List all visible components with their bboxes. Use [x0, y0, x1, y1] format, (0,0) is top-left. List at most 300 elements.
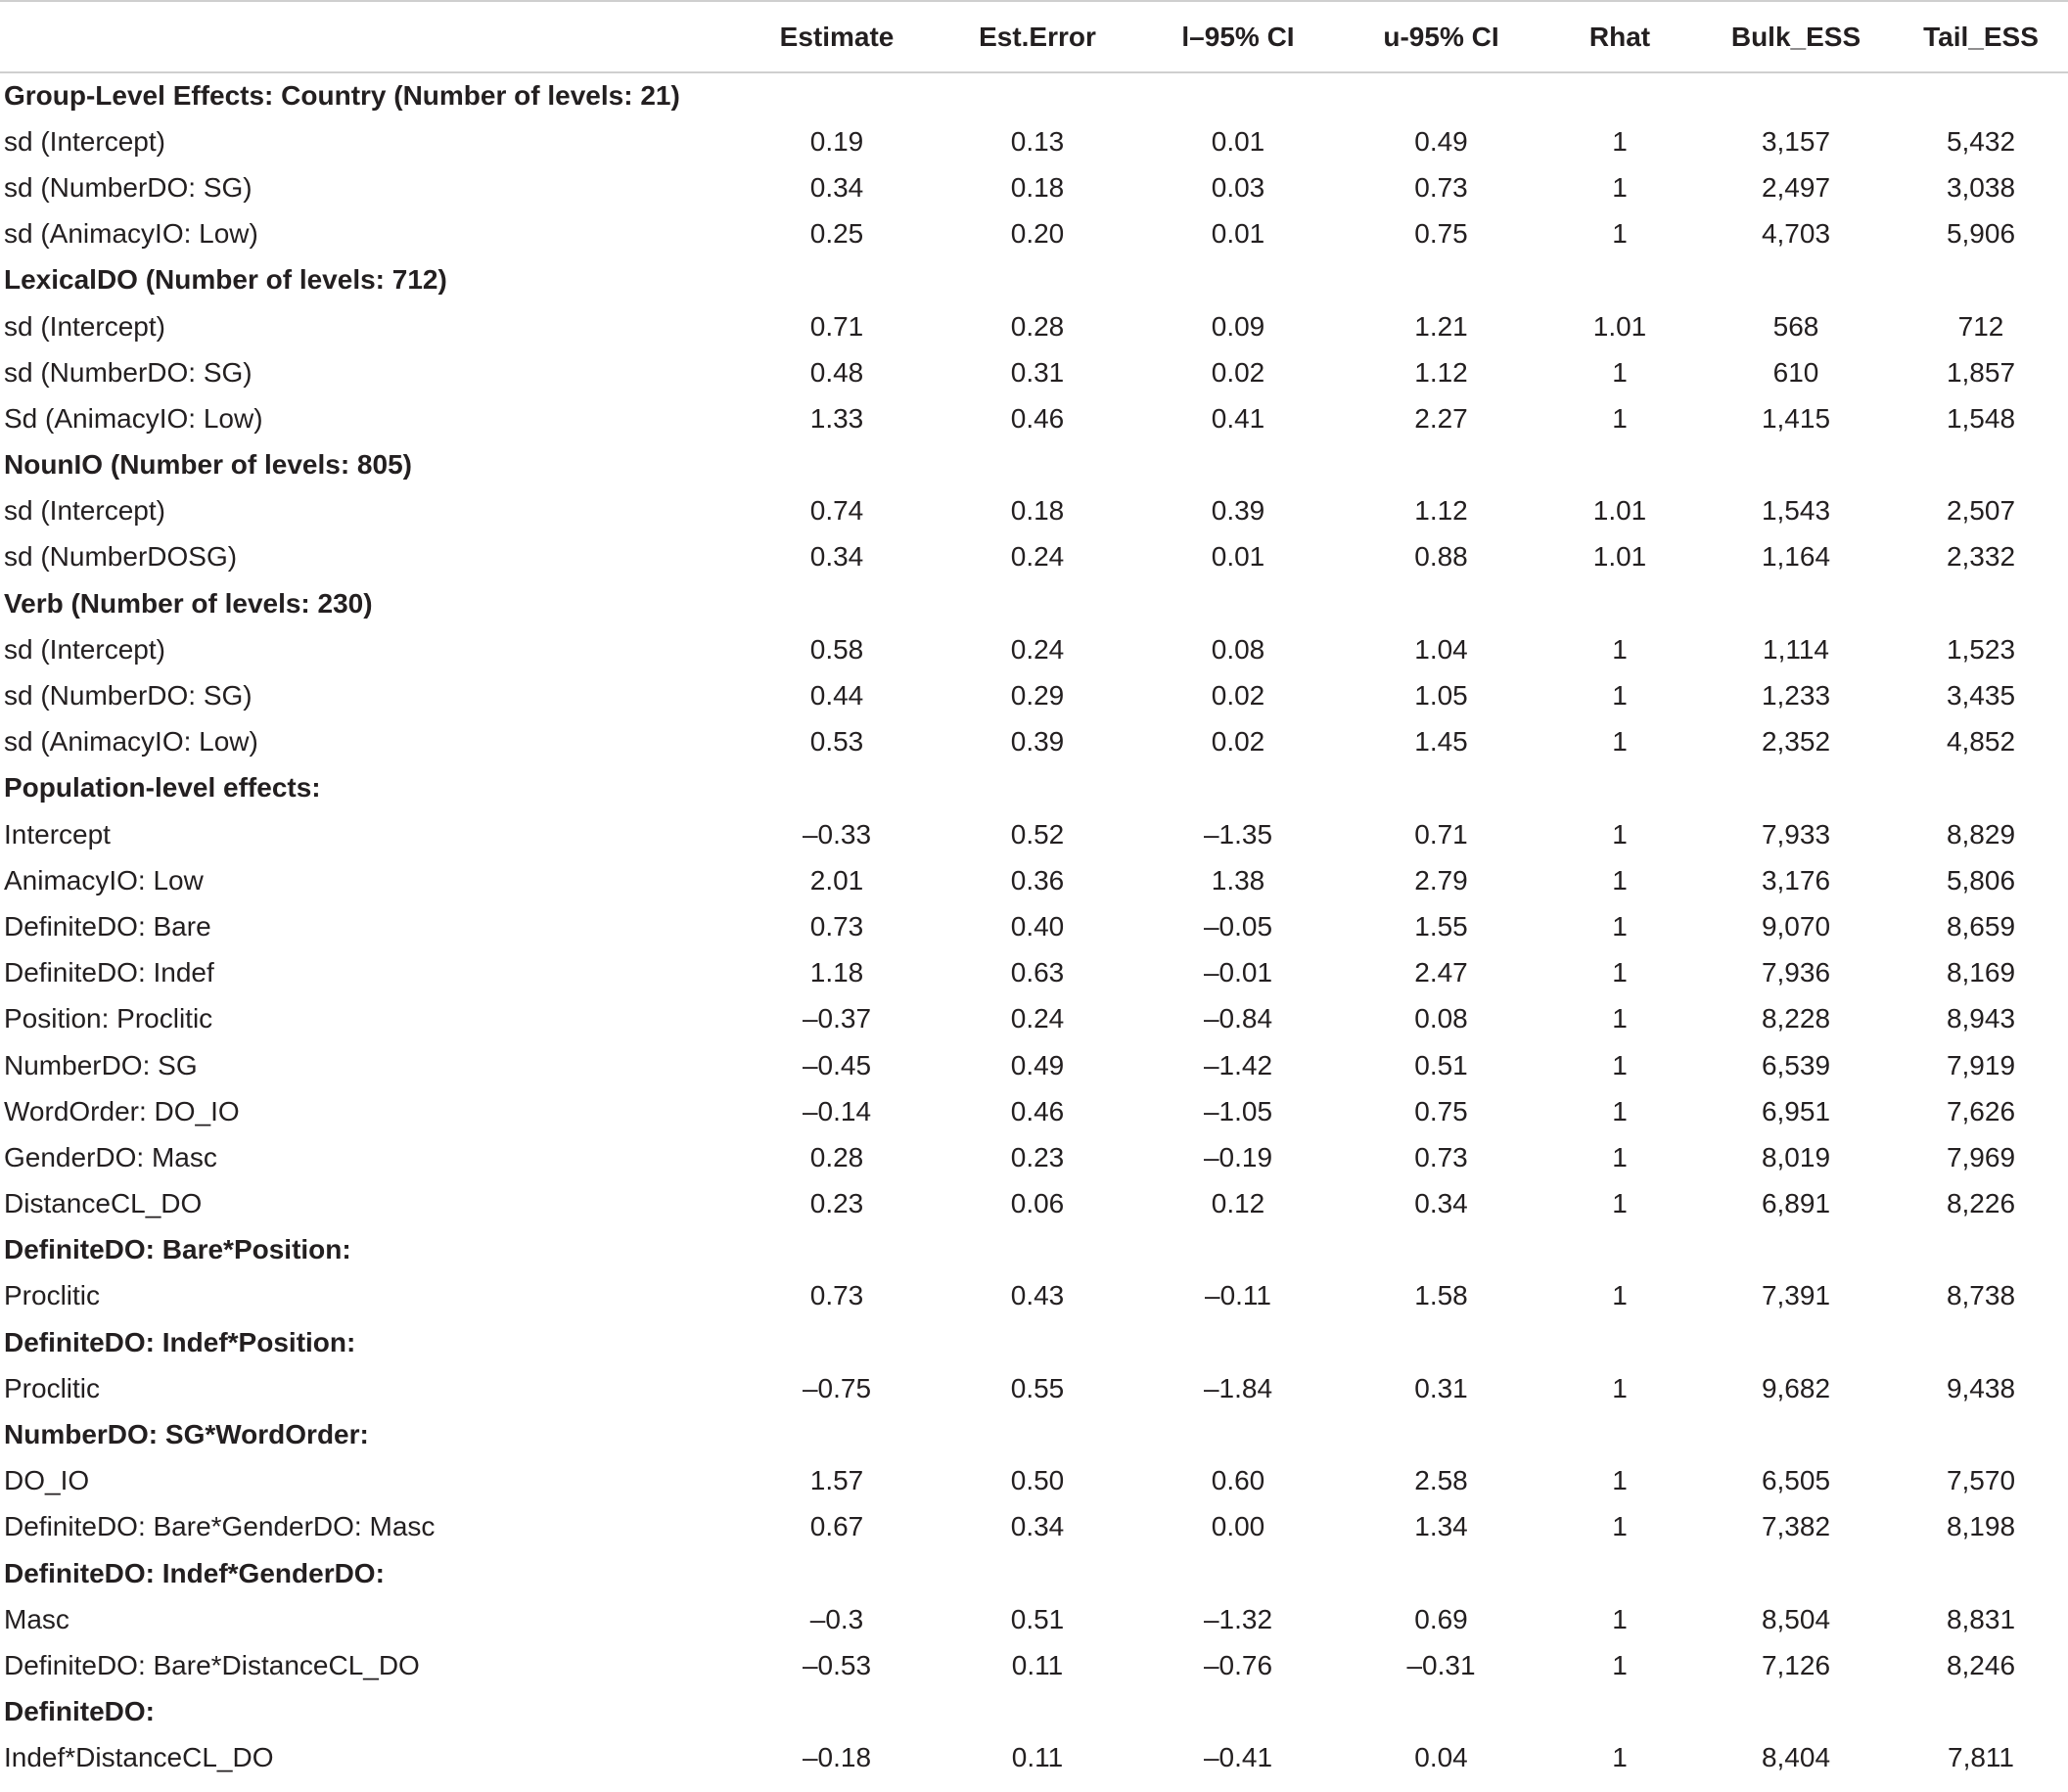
cell-tail-ess: 8,246	[1946, 1649, 2016, 1680]
cell-estimate: 0.73	[809, 910, 864, 942]
section-label: Verb (Number of levels: 230)	[4, 587, 373, 619]
cell-tail-ess: 2,332	[1946, 541, 2016, 573]
section-header-row	[0, 765, 2068, 811]
table-row	[0, 349, 2068, 395]
cell-estimate	[734, 1319, 940, 1365]
cell-tail-ess	[1894, 580, 2068, 626]
cell-tail-ess: 7,626	[1946, 1095, 2016, 1126]
cell-tail-ess	[1894, 1689, 2068, 1735]
cell-bulk-ess: 2,497	[1761, 171, 1831, 203]
table-header	[0, 1, 2068, 72]
cell-l-95-ci: –1.42	[1203, 1049, 1273, 1080]
cell-est-error: 0.52	[1010, 818, 1065, 850]
cell-est-error: 0.36	[1010, 864, 1065, 896]
cell-u-95-ci: 1.04	[1414, 633, 1468, 665]
cell-u-95-ci	[1341, 580, 1541, 626]
cell-est-error: 0.23	[1010, 1141, 1065, 1172]
cell-estimate: 0.67	[809, 1511, 864, 1542]
cell-rhat: 1	[1612, 910, 1628, 942]
cell-est-error: 0.31	[1010, 356, 1065, 388]
section-header-row	[0, 1227, 2068, 1273]
row-label: sd (Intercept)	[4, 125, 165, 157]
cell-tail-ess: 1,523	[1946, 633, 2016, 665]
cell-est-error: 0.11	[1011, 1742, 1064, 1773]
cell-estimate: –0.53	[802, 1649, 872, 1680]
cell-l-95-ci	[1135, 1227, 1341, 1273]
cell-est-error	[940, 765, 1135, 811]
row-label: DefiniteDO: Bare*DistanceCL_DO	[4, 1649, 420, 1680]
cell-tail-ess: 8,659	[1946, 910, 2016, 942]
section-label: LexicalDO (Number of levels: 712)	[4, 264, 447, 296]
cell-estimate: 2.01	[809, 864, 864, 896]
cell-l-95-ci: –1.84	[1203, 1372, 1273, 1403]
table-row	[0, 1134, 2068, 1180]
cell-u-95-ci: 1.34	[1414, 1511, 1468, 1542]
table-row	[0, 1273, 2068, 1319]
cell-estimate	[734, 1550, 940, 1596]
cell-rhat: 1	[1612, 356, 1628, 388]
cell-l-95-ci: 0.00	[1211, 1511, 1265, 1542]
cell-rhat: 1	[1612, 1649, 1628, 1680]
cell-estimate: 0.19	[809, 125, 864, 157]
cell-tail-ess	[1894, 257, 2068, 303]
cell-u-95-ci: –0.31	[1406, 1649, 1476, 1680]
cell-est-error	[940, 580, 1135, 626]
cell-u-95-ci: 0.08	[1414, 1003, 1468, 1034]
cell-est-error: 0.28	[1010, 310, 1065, 342]
cell-bulk-ess: 8,504	[1761, 1603, 1831, 1634]
cell-bulk-ess	[1698, 1319, 1894, 1365]
cell-est-error: 0.13	[1010, 125, 1065, 157]
cell-est-error: 0.06	[1010, 1188, 1065, 1219]
cell-rhat: 1	[1612, 726, 1628, 758]
cell-estimate	[734, 1227, 940, 1273]
section-header-row	[0, 1550, 2068, 1596]
cell-tail-ess	[1894, 1319, 2068, 1365]
cell-tail-ess: 8,738	[1946, 1280, 2016, 1311]
cell-estimate: 0.23	[809, 1188, 864, 1219]
cell-l-95-ci: 0.41	[1211, 402, 1265, 434]
cell-l-95-ci	[1135, 1319, 1341, 1365]
cell-est-error	[940, 1319, 1135, 1365]
cell-l-95-ci	[1135, 1411, 1341, 1457]
cell-estimate: 1.18	[809, 957, 864, 988]
header-cell-bulk-ess: Bulk_ESS	[1698, 1, 1894, 72]
cell-estimate: –0.33	[802, 818, 872, 850]
cell-bulk-ess: 3,176	[1761, 864, 1831, 896]
cell-u-95-ci	[1341, 1689, 1541, 1735]
header-row	[0, 1, 2068, 72]
cell-tail-ess	[1894, 72, 2068, 118]
cell-rhat	[1541, 1227, 1698, 1273]
cell-est-error: 0.51	[1010, 1603, 1065, 1634]
cell-bulk-ess: 3,157	[1761, 125, 1831, 157]
cell-u-95-ci: 2.27	[1414, 402, 1468, 434]
cell-l-95-ci: –1.32	[1203, 1603, 1273, 1634]
cell-u-95-ci	[1341, 1227, 1541, 1273]
cell-bulk-ess: 1,114	[1763, 633, 1829, 665]
cell-l-95-ci: –0.41	[1203, 1742, 1273, 1773]
section-label: DefiniteDO: Bare*Position:	[4, 1234, 351, 1265]
section-label: DefiniteDO: Indef*GenderDO:	[4, 1557, 385, 1588]
section-label: Group-Level Effects: Country (Number of levels: 21)	[4, 80, 680, 112]
table-row	[0, 1042, 2068, 1088]
section-header-row	[0, 1319, 2068, 1365]
cell-l-95-ci: –0.84	[1203, 1003, 1273, 1034]
table-row	[0, 488, 2068, 534]
cell-estimate: 0.74	[809, 495, 864, 527]
cell-u-95-ci: 0.31	[1414, 1372, 1468, 1403]
cell-est-error: 0.24	[1010, 633, 1065, 665]
cell-bulk-ess	[1698, 72, 1894, 118]
cell-u-95-ci: 1.55	[1414, 910, 1468, 942]
cell-bulk-ess	[1698, 765, 1894, 811]
cell-bulk-ess: 6,951	[1761, 1095, 1831, 1126]
cell-est-error	[940, 442, 1135, 488]
row-label: AnimacyIO: Low	[4, 864, 204, 896]
cell-rhat: 1.01	[1592, 495, 1647, 527]
cell-bulk-ess: 7,382	[1761, 1511, 1831, 1542]
table-row	[0, 996, 2068, 1042]
cell-est-error: 0.46	[1010, 1095, 1065, 1126]
row-label: sd (Intercept)	[4, 310, 165, 342]
cell-est-error: 0.40	[1010, 910, 1065, 942]
cell-u-95-ci: 1.12	[1414, 495, 1468, 527]
table-row	[0, 626, 2068, 672]
cell-est-error: 0.11	[1011, 1649, 1064, 1680]
row-label: Proclitic	[4, 1372, 101, 1403]
cell-bulk-ess: 7,936	[1761, 957, 1831, 988]
section-label: Population-level effects:	[4, 772, 321, 804]
cell-l-95-ci: 0.02	[1211, 680, 1265, 712]
cell-u-95-ci: 0.71	[1414, 818, 1468, 850]
cell-bulk-ess: 6,891	[1761, 1188, 1831, 1219]
cell-u-95-ci	[1341, 1550, 1541, 1596]
cell-u-95-ci: 0.88	[1414, 541, 1468, 573]
cell-l-95-ci	[1135, 257, 1341, 303]
cell-tail-ess: 7,969	[1946, 1141, 2016, 1172]
table-row	[0, 1088, 2068, 1134]
cell-l-95-ci	[1135, 580, 1341, 626]
cell-rhat	[1541, 257, 1698, 303]
cell-l-95-ci: –0.76	[1203, 1649, 1273, 1680]
cell-rhat	[1541, 765, 1698, 811]
cell-bulk-ess: 8,019	[1761, 1141, 1831, 1172]
row-label: Proclitic	[4, 1280, 101, 1311]
cell-tail-ess	[1894, 442, 2068, 488]
cell-estimate: 0.44	[809, 680, 864, 712]
cell-tail-ess: 7,919	[1946, 1049, 2016, 1080]
cell-rhat	[1541, 1689, 1698, 1735]
cell-estimate: 0.34	[809, 541, 864, 573]
cell-estimate: 0.48	[809, 356, 864, 388]
cell-estimate	[734, 1411, 940, 1457]
cell-u-95-ci: 0.49	[1414, 125, 1468, 157]
row-label: sd (Intercept)	[4, 633, 165, 665]
cell-l-95-ci: –1.35	[1203, 818, 1273, 850]
cell-bulk-ess: 1,543	[1761, 495, 1831, 527]
cell-l-95-ci	[1135, 1689, 1341, 1735]
cell-bulk-ess: 7,391	[1761, 1280, 1831, 1311]
cell-u-95-ci: 0.75	[1414, 218, 1468, 250]
cell-est-error: 0.63	[1010, 957, 1065, 988]
header-cell-tail-ess: Tail_ESS	[1894, 1, 2068, 72]
cell-l-95-ci: 0.02	[1211, 356, 1265, 388]
cell-estimate: 0.71	[809, 310, 864, 342]
cell-estimate: 0.58	[809, 633, 864, 665]
cell-estimate: 0.53	[809, 726, 864, 758]
cell-l-95-ci: –0.11	[1205, 1280, 1271, 1311]
cell-estimate: –0.45	[802, 1049, 872, 1080]
cell-bulk-ess: 2,352	[1761, 726, 1831, 758]
cell-rhat	[1541, 1319, 1698, 1365]
cell-u-95-ci	[1341, 257, 1541, 303]
cell-estimate: 0.28	[809, 1141, 864, 1172]
cell-estimate: –0.37	[802, 1003, 872, 1034]
cell-tail-ess: 3,038	[1946, 171, 2016, 203]
cell-bulk-ess: 7,933	[1761, 818, 1831, 850]
cell-bulk-ess	[1698, 580, 1894, 626]
cell-estimate: 1.57	[809, 1465, 864, 1496]
cell-tail-ess: 3,435	[1946, 680, 2016, 712]
cell-u-95-ci	[1341, 1319, 1541, 1365]
cell-est-error: 0.24	[1010, 541, 1065, 573]
table-row	[0, 534, 2068, 580]
cell-est-error: 0.55	[1010, 1372, 1065, 1403]
row-label: Indef*DistanceCL_DO	[4, 1742, 274, 1773]
cell-tail-ess: 8,831	[1946, 1603, 2016, 1634]
section-label: NounIO (Number of levels: 805)	[4, 449, 412, 481]
row-label: WordOrder: DO_IO	[4, 1095, 240, 1126]
cell-l-95-ci: 1.38	[1211, 864, 1265, 896]
table-row	[0, 1181, 2068, 1227]
cell-rhat: 1.01	[1592, 310, 1647, 342]
cell-l-95-ci: 0.08	[1211, 633, 1265, 665]
cell-rhat: 1	[1612, 1049, 1628, 1080]
section-header-row	[0, 1689, 2068, 1735]
cell-bulk-ess: 6,505	[1761, 1465, 1831, 1496]
cell-est-error: 0.18	[1010, 171, 1065, 203]
cell-tail-ess: 1,857	[1946, 356, 2016, 388]
cell-u-95-ci	[1341, 765, 1541, 811]
cell-bulk-ess: 6,539	[1761, 1049, 1831, 1080]
cell-tail-ess: 1,548	[1946, 402, 2016, 434]
cell-tail-ess	[1894, 1550, 2068, 1596]
cell-est-error	[940, 257, 1135, 303]
cell-u-95-ci: 1.45	[1414, 726, 1468, 758]
cell-l-95-ci	[1135, 442, 1341, 488]
table-row	[0, 1504, 2068, 1550]
cell-tail-ess	[1894, 1411, 2068, 1457]
cell-u-95-ci: 1.05	[1414, 680, 1468, 712]
row-label: NumberDO: SG	[4, 1049, 198, 1080]
cell-estimate: 0.25	[809, 218, 864, 250]
cell-l-95-ci: –0.05	[1203, 910, 1273, 942]
cell-u-95-ci: 1.21	[1414, 310, 1468, 342]
row-label: Position: Proclitic	[4, 1003, 213, 1034]
cell-bulk-ess	[1698, 257, 1894, 303]
row-label: Sd (AnimacyIO: Low)	[4, 402, 263, 434]
cell-est-error: 0.50	[1010, 1465, 1065, 1496]
cell-l-95-ci: 0.09	[1211, 310, 1265, 342]
section-header-row	[0, 72, 2068, 118]
cell-u-95-ci: 1.58	[1414, 1280, 1468, 1311]
cell-est-error: 0.39	[1010, 726, 1065, 758]
cell-bulk-ess: 8,404	[1761, 1742, 1831, 1773]
section-label: NumberDO: SG*WordOrder:	[4, 1419, 369, 1450]
cell-tail-ess: 5,906	[1946, 218, 2016, 250]
header-cell-label	[0, 1, 734, 72]
cell-est-error: 0.20	[1010, 218, 1065, 250]
cell-rhat: 1	[1612, 1095, 1628, 1126]
cell-l-95-ci: 0.39	[1211, 495, 1265, 527]
row-label: DistanceCL_DO	[4, 1188, 203, 1219]
table-row	[0, 1642, 2068, 1688]
cell-bulk-ess	[1698, 1689, 1894, 1735]
table-row	[0, 1735, 2068, 1781]
cell-tail-ess: 5,806	[1946, 864, 2016, 896]
cell-estimate	[734, 72, 940, 118]
cell-estimate: 0.73	[809, 1280, 864, 1311]
table-row	[0, 211, 2068, 257]
cell-bulk-ess	[1698, 1227, 1894, 1273]
cell-bulk-ess: 1,164	[1761, 541, 1831, 573]
cell-u-95-ci: 0.04	[1414, 1742, 1468, 1773]
cell-bulk-ess: 9,070	[1761, 910, 1831, 942]
section-header-row	[0, 442, 2068, 488]
cell-est-error: 0.18	[1010, 495, 1065, 527]
cell-rhat	[1541, 72, 1698, 118]
cell-rhat: 1	[1612, 864, 1628, 896]
cell-rhat: 1	[1612, 1465, 1628, 1496]
row-label: DefiniteDO: Bare	[4, 910, 211, 942]
row-label: sd (AnimacyIO: Low)	[4, 218, 258, 250]
cell-tail-ess: 4,852	[1946, 726, 2016, 758]
cell-l-95-ci: 0.03	[1211, 171, 1265, 203]
row-label: sd (Intercept)	[4, 495, 165, 527]
cell-rhat: 1	[1612, 680, 1628, 712]
cell-rhat: 1	[1612, 633, 1628, 665]
cell-l-95-ci: 0.02	[1211, 726, 1265, 758]
section-header-row	[0, 257, 2068, 303]
cell-estimate: 0.34	[809, 171, 864, 203]
table-row	[0, 811, 2068, 857]
cell-estimate: –0.18	[802, 1742, 872, 1773]
cell-u-95-ci: 0.73	[1414, 171, 1468, 203]
row-label: Intercept	[4, 818, 111, 850]
table-row	[0, 672, 2068, 718]
cell-est-error	[940, 72, 1135, 118]
cell-rhat: 1	[1612, 957, 1628, 988]
cell-tail-ess: 8,169	[1946, 957, 2016, 988]
cell-tail-ess: 8,829	[1946, 818, 2016, 850]
cell-estimate	[734, 765, 940, 811]
cell-rhat: 1.01	[1592, 541, 1647, 573]
header-cell-u-95-ci: u-95% CI	[1341, 1, 1541, 72]
cell-estimate: 1.33	[809, 402, 864, 434]
cell-l-95-ci: –0.01	[1203, 957, 1273, 988]
cell-rhat: 1	[1612, 1280, 1628, 1311]
cell-tail-ess: 8,198	[1946, 1511, 2016, 1542]
cell-est-error	[940, 1689, 1135, 1735]
cell-est-error: 0.29	[1010, 680, 1065, 712]
cell-estimate: –0.3	[809, 1603, 864, 1634]
row-label: sd (NumberDO: SG)	[4, 356, 253, 388]
row-label: sd (NumberDO: SG)	[4, 680, 253, 712]
cell-bulk-ess	[1698, 442, 1894, 488]
cell-bulk-ess	[1698, 1411, 1894, 1457]
table-row	[0, 118, 2068, 164]
cell-u-95-ci	[1341, 442, 1541, 488]
cell-l-95-ci	[1135, 1550, 1341, 1596]
cell-rhat	[1541, 1550, 1698, 1596]
header-cell-est-error: Est.Error	[940, 1, 1135, 72]
cell-tail-ess: 8,226	[1946, 1188, 2016, 1219]
cell-bulk-ess: 1,233	[1761, 680, 1831, 712]
cell-rhat	[1541, 442, 1698, 488]
cell-bulk-ess: 610	[1772, 356, 1819, 388]
table-row	[0, 1458, 2068, 1504]
table-row	[0, 1596, 2068, 1642]
cell-estimate	[734, 1689, 940, 1735]
cell-l-95-ci: –0.19	[1203, 1141, 1273, 1172]
cell-tail-ess: 7,570	[1946, 1465, 2016, 1496]
cell-u-95-ci: 0.69	[1414, 1603, 1468, 1634]
row-label: DefiniteDO: Bare*GenderDO: Masc	[4, 1511, 436, 1542]
cell-l-95-ci: 0.01	[1211, 541, 1265, 573]
row-label: DefiniteDO: Indef	[4, 957, 214, 988]
cell-u-95-ci: 1.12	[1414, 356, 1468, 388]
cell-tail-ess	[1894, 765, 2068, 811]
cell-u-95-ci: 2.58	[1414, 1465, 1468, 1496]
header-cell-rhat: Rhat	[1541, 1, 1698, 72]
row-label: GenderDO: Masc	[4, 1141, 217, 1172]
cell-u-95-ci	[1341, 72, 1541, 118]
cell-rhat: 1	[1612, 171, 1628, 203]
cell-tail-ess: 9,438	[1946, 1372, 2016, 1403]
cell-est-error	[940, 1550, 1135, 1596]
cell-rhat	[1541, 1411, 1698, 1457]
cell-rhat: 1	[1612, 1141, 1628, 1172]
cell-estimate: –0.75	[802, 1372, 872, 1403]
section-label: DefiniteDO:	[4, 1696, 155, 1727]
table-row	[0, 857, 2068, 903]
cell-estimate: –0.14	[802, 1095, 872, 1126]
cell-tail-ess: 712	[1957, 310, 2004, 342]
cell-rhat: 1	[1612, 1511, 1628, 1542]
cell-rhat: 1	[1612, 1188, 1628, 1219]
table-row	[0, 950, 2068, 996]
row-label: sd (AnimacyIO: Low)	[4, 726, 258, 758]
cell-est-error: 0.43	[1010, 1280, 1065, 1311]
cell-estimate	[734, 257, 940, 303]
cell-rhat: 1	[1612, 1742, 1628, 1773]
cell-bulk-ess: 4,703	[1761, 218, 1831, 250]
cell-rhat: 1	[1612, 1603, 1628, 1634]
cell-rhat: 1	[1612, 218, 1628, 250]
header-cell-estimate: Estimate	[734, 1, 940, 72]
cell-u-95-ci: 0.34	[1414, 1188, 1468, 1219]
row-label: sd (NumberDO: SG)	[4, 171, 253, 203]
cell-bulk-ess: 7,126	[1761, 1649, 1831, 1680]
cell-tail-ess: 2,507	[1946, 495, 2016, 527]
cell-est-error	[940, 1227, 1135, 1273]
row-label: DO_IO	[4, 1465, 90, 1496]
cell-l-95-ci: 0.01	[1211, 125, 1265, 157]
cell-bulk-ess: 1,415	[1761, 402, 1831, 434]
cell-bulk-ess: 8,228	[1761, 1003, 1831, 1034]
cell-u-95-ci	[1341, 1411, 1541, 1457]
